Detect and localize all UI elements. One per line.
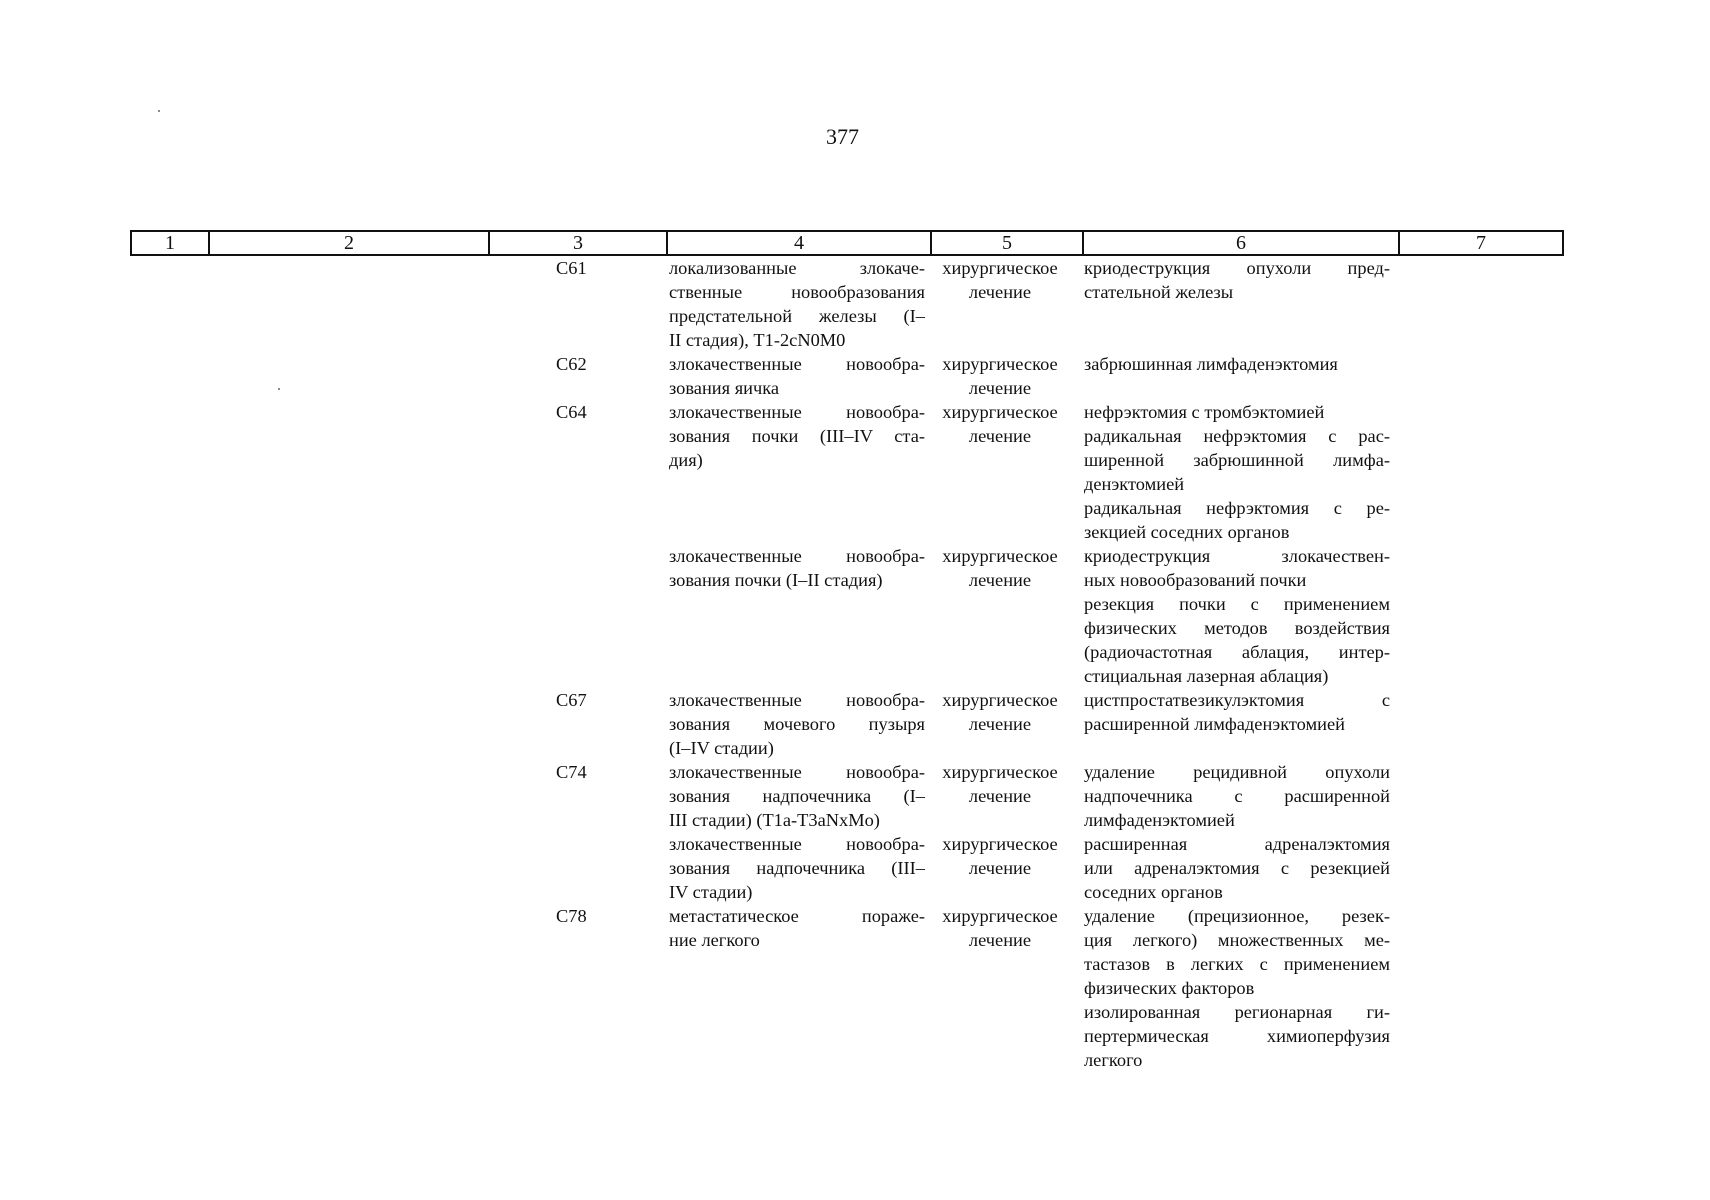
header-col-5: 5: [932, 232, 1084, 254]
treatment-line: хирургическое: [942, 402, 1058, 422]
method-line: (радиочастотная аблация, интер-: [1084, 642, 1390, 662]
treatment-cell: [926, 400, 1074, 448]
diagnosis-line: IV стадии): [669, 882, 753, 902]
diagnosis-line: зования надпочечника (I–: [669, 786, 925, 806]
method-line: стициальная лазерная аблация): [1084, 666, 1329, 686]
method-line: радикальная нефрэктомия с рас-: [1084, 426, 1390, 446]
methods-cell: [1084, 544, 1390, 688]
method-item: [1084, 544, 1390, 592]
diagnosis-cell: [669, 904, 925, 952]
diagnosis-line: злокачественные новообра-: [669, 690, 925, 710]
method-line: ция легкого) множественных ме-: [1084, 930, 1390, 950]
method-line: криодеструкция злокачествен-: [1084, 546, 1390, 566]
methods-cell: [1084, 688, 1390, 736]
methods-cell: [1084, 832, 1390, 904]
method-line: расширенная адреналэктомия: [1084, 834, 1390, 854]
diagnosis-line: злокачественные новообра-: [669, 402, 925, 422]
treatment-line: хирургическое: [942, 258, 1058, 278]
diagnosis-code: C62: [556, 354, 587, 374]
diagnosis-line: ние легкого: [669, 930, 760, 950]
diagnosis-line: III стадии) (T1a-T3aNxMo): [669, 810, 880, 830]
method-item: [1084, 352, 1390, 376]
methods-cell: [1084, 760, 1390, 832]
method-item: [1084, 688, 1390, 736]
treatment-line: хирургическое: [942, 834, 1058, 854]
diagnosis-line: локализованные злокаче-: [669, 258, 925, 278]
table-header-row: [130, 230, 1564, 256]
header-col-6: 6: [1084, 232, 1400, 254]
treatment-line: хирургическое: [942, 690, 1058, 710]
method-line: пертермическая химиоперфузия: [1084, 1026, 1390, 1046]
diagnosis-line: зования яичка: [669, 378, 780, 398]
header-col-7: 7: [1476, 232, 1486, 254]
treatment-line: хирургическое: [942, 354, 1058, 374]
treatment-line: хирургическое: [942, 546, 1058, 566]
method-item: [1084, 832, 1390, 904]
treatment-cell: [926, 544, 1074, 592]
treatment-line: хирургическое: [942, 906, 1058, 926]
method-line: удаление (прецизионное, резек-: [1084, 906, 1390, 926]
header-col-3: 3: [490, 232, 668, 254]
diagnosis-cell: [669, 256, 925, 352]
treatment-cell: [926, 832, 1074, 880]
header-col-4: 4: [668, 232, 932, 254]
method-line: или адреналэктомия с резекцией: [1084, 858, 1390, 878]
scan-speck-top: [158, 110, 160, 112]
diagnosis-line: злокачественные новообра-: [669, 546, 925, 566]
diagnosis-code: C67: [556, 690, 587, 710]
treatment-line: хирургическое: [942, 762, 1058, 782]
treatment-cell: [926, 760, 1074, 808]
diagnosis-cell: [669, 688, 925, 760]
diagnosis-code: C74: [556, 762, 587, 782]
method-item: [1084, 256, 1390, 304]
diagnosis-line: ственные новообразования: [669, 282, 925, 302]
method-line: надпочечника с расширенной: [1084, 786, 1390, 806]
treatment-line: лечение: [968, 858, 1032, 878]
header-col-1: 1: [132, 232, 210, 254]
method-line: физических факторов: [1084, 978, 1255, 998]
method-line: ширенной забрюшинной лимфа-: [1084, 450, 1390, 470]
diagnosis-code: C61: [556, 258, 587, 278]
diagnosis-line: злокачественные новообра-: [669, 354, 925, 374]
method-line: ных новообразований почки: [1084, 570, 1307, 590]
diagnosis-line: злокачественные новообра-: [669, 834, 925, 854]
method-line: радикальная нефрэктомия с ре-: [1084, 498, 1390, 518]
diagnosis-line: (I–IV стадии): [669, 738, 774, 758]
treatment-cell: [926, 688, 1074, 736]
diagnosis-line: зования почки (I–II стадия): [669, 570, 883, 590]
treatment-line: лечение: [968, 930, 1032, 950]
methods-cell: [1084, 256, 1390, 304]
diagnosis-line: зования надпочечника (III–: [669, 858, 925, 878]
method-item: [1084, 904, 1390, 1000]
diagnosis-line: дия): [669, 450, 703, 470]
diagnosis-line: злокачественные новообра-: [669, 762, 925, 782]
method-item: [1084, 400, 1390, 424]
method-line: денэктомией: [1084, 474, 1185, 494]
treatment-line: лечение: [968, 714, 1032, 734]
diagnosis-line: зования мочевого пузыря: [669, 714, 925, 734]
methods-cell: [1084, 904, 1390, 1072]
diagnosis-cell: [669, 352, 925, 400]
treatment-line: лечение: [968, 570, 1032, 590]
scan-speck-left: [278, 388, 280, 390]
diagnosis-code: C64: [556, 402, 587, 422]
diagnosis-line: II стадия), T1-2cN0M0: [669, 330, 846, 350]
method-item: [1084, 496, 1390, 544]
method-item: [1084, 760, 1390, 832]
diagnosis-line: предстательной железы (I–: [669, 306, 925, 326]
method-line: криодеструкция опухоли пред-: [1084, 258, 1390, 278]
treatment-line: лечение: [968, 282, 1032, 302]
diagnosis-cell: [669, 832, 925, 904]
method-item: [1084, 424, 1390, 496]
treatment-line: лечение: [968, 378, 1032, 398]
diagnosis-line: метастатическое пораже-: [669, 906, 925, 926]
method-line: стательной железы: [1084, 282, 1234, 302]
method-line: лимфаденэктомией: [1084, 810, 1235, 830]
method-line: тастазов в легких с применением: [1084, 954, 1390, 974]
treatment-line: лечение: [968, 426, 1032, 446]
methods-cell: [1084, 400, 1390, 544]
diagnosis-code: C78: [556, 906, 587, 926]
method-line: нефрэктомия с тромбэктомией: [1084, 402, 1325, 422]
page-number: 377: [826, 124, 859, 149]
method-item: [1084, 592, 1390, 688]
diagnosis-cell: [669, 760, 925, 832]
method-line: резекция почки с применением: [1084, 594, 1390, 614]
header-col-2: 2: [210, 232, 490, 254]
methods-cell: [1084, 352, 1390, 376]
method-item: [1084, 1000, 1390, 1072]
method-line: цистпростатвезикулэктомия с: [1084, 690, 1390, 710]
method-line: забрюшинная лимфаденэктомия: [1084, 354, 1338, 374]
treatment-cell: [926, 256, 1074, 304]
method-line: зекцией соседних органов: [1084, 522, 1290, 542]
treatment-line: лечение: [968, 786, 1032, 806]
diagnosis-line: зования почки (III–IV ста-: [669, 426, 925, 446]
treatment-cell: [926, 352, 1074, 400]
diagnosis-cell: [669, 400, 925, 472]
treatment-cell: [926, 904, 1074, 952]
method-line: удаление рецидивной опухоли: [1084, 762, 1390, 782]
method-line: изолированная регионарная ги-: [1084, 1002, 1390, 1022]
diagnosis-cell: [669, 544, 925, 592]
method-line: соседних органов: [1084, 882, 1223, 902]
method-line: расширенной лимфаденэктомией: [1084, 714, 1346, 734]
method-line: легкого: [1084, 1050, 1143, 1070]
method-line: физических методов воздействия: [1084, 618, 1390, 638]
